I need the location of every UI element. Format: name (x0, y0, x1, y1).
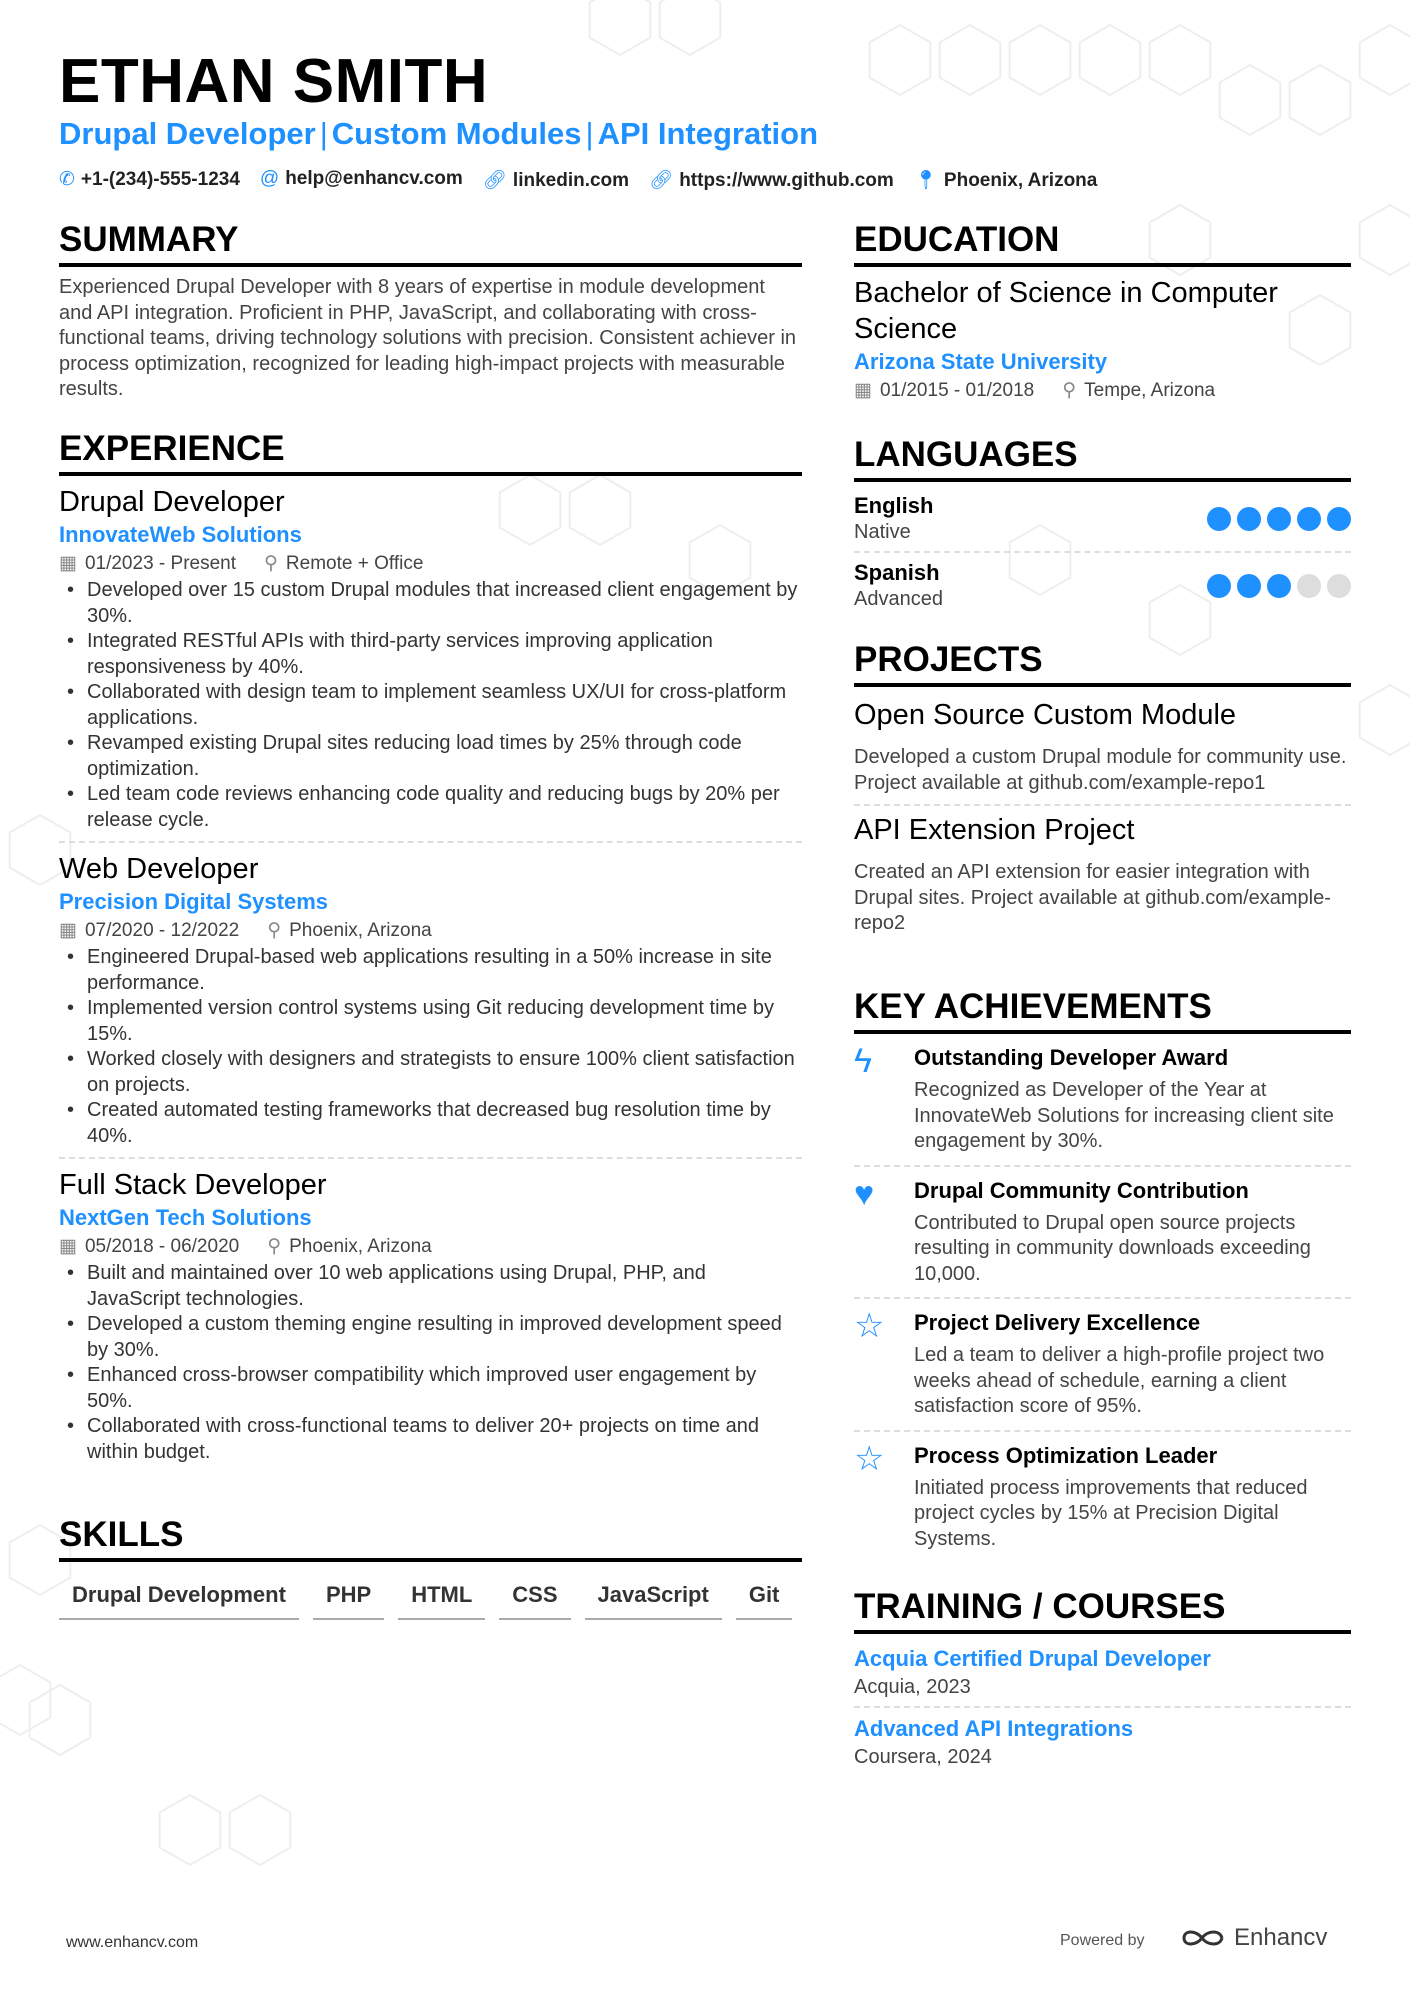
rating-dot (1207, 507, 1231, 531)
location-icon: ⚲ (1062, 380, 1077, 401)
job-meta (59, 917, 802, 945)
separator: | (319, 116, 328, 151)
hexagon-shape (30, 1685, 91, 1755)
language-rating (1207, 507, 1351, 531)
hexagon-shape (1010, 25, 1071, 95)
achievement-description: Contributed to Drupal open source projects resulting in community downloads exceeding 10,000. (914, 1211, 1311, 1285)
subtitle-part: Custom Modules (331, 116, 582, 151)
job-entry (59, 484, 802, 843)
hexagon-shape (1290, 65, 1351, 135)
bullet: • Created automated testing frameworks that decreased bug resolution time by 40%. (59, 1098, 802, 1149)
job-meta (59, 550, 802, 578)
star-icon: ☆ (854, 1307, 885, 1345)
project-description: Developed a custom Drupal module for community use. Project available at github.com/example-repo1 (854, 746, 1347, 794)
contact-text: help@enhancv.com (285, 168, 463, 189)
hexagon-shape (1080, 25, 1141, 95)
hexagon-shape (940, 25, 1001, 95)
calendar-icon: ▦ (59, 1236, 77, 1257)
job-meta (59, 1233, 802, 1261)
hexagon-shape (160, 1795, 221, 1865)
location: Phoenix, Arizona (289, 920, 432, 941)
school: Arizona State University (854, 349, 1108, 374)
company: InnovateWeb Solutions (59, 522, 302, 547)
phone-icon: ✆ (59, 169, 75, 190)
section-title: EXPERIENCE (59, 428, 802, 476)
bullet: • Integrated RESTful APIs with third-party services improving application responsiveness by 40%. (59, 629, 802, 680)
section-title: SUMMARY (59, 219, 802, 267)
skill-tag: Git (736, 1576, 793, 1620)
contact-text: Phoenix, Arizona (943, 170, 1098, 191)
star-icon: ☆ (854, 1439, 885, 1478)
contact-item[interactable] (483, 168, 629, 192)
bullet: • Engineered Drupal-based web applications resulting in a 50% increase in site performance. (59, 945, 802, 996)
course-title: Advanced API Integrations (854, 1716, 1134, 1741)
section-title: PROJECTS (854, 639, 1351, 687)
lightning-icon: ϟ (854, 1042, 872, 1080)
location: Remote + Office (285, 553, 424, 574)
bullet: • Developed a custom theming engine resulting in improved development speed by 30%. (59, 1312, 802, 1363)
company: NextGen Tech Solutions (59, 1205, 312, 1230)
bullet: • Led team code reviews enhancing code quality and reducing bugs by 20% per release cycle. (59, 782, 802, 833)
bullet: • Developed over 15 custom Drupal modules that increased client engagement by 30%. (59, 578, 802, 629)
company: Precision Digital Systems (59, 889, 328, 914)
skill-tag: JavaScript (585, 1576, 722, 1620)
contact-text: +1-(234)-555-1234 (80, 169, 240, 190)
achievement-title: Outstanding Developer Award (914, 1045, 1229, 1070)
language-level: Native (854, 521, 911, 543)
rating-dot (1297, 507, 1321, 531)
bullet-list (59, 945, 802, 1149)
brand-name: Enhancv (1234, 1924, 1328, 1951)
skill-tag: Drupal Development (59, 1576, 299, 1620)
skill-tag: PHP (313, 1576, 384, 1620)
separator: | (585, 116, 594, 151)
bullet: • Worked closely with designers and strategists to ensure 100% client satisfaction on projects. (59, 1047, 802, 1098)
language-item (854, 553, 1351, 618)
at-icon: @ (259, 168, 280, 189)
hexagon-shape (1150, 25, 1211, 95)
job-entry (59, 851, 802, 1159)
hexagon-shape (870, 25, 931, 95)
language-name: English (854, 493, 934, 518)
location: Phoenix, Arizona (289, 1236, 432, 1257)
rating-dot (1267, 574, 1291, 598)
contact-text: https://www.github.com (679, 170, 894, 191)
powered-by: Powered by (1060, 1932, 1145, 1949)
language-rating (1207, 574, 1351, 598)
location-icon: ⚲ (264, 553, 278, 574)
achievement-title: Process Optimization Leader (914, 1442, 1218, 1468)
job-title: Full Stack Developer (59, 1169, 327, 1201)
job-entry (59, 1167, 802, 1473)
achievement-item (854, 1432, 1351, 1563)
experience-section (59, 428, 802, 1481)
achievement-description: Recognized as Developer of the Year at InnovateWeb Solutions for increasing client site engagement by 30%. (914, 1079, 1334, 1152)
project-description: Created an API extension for easier integration with Drupal sites. Project available at github.com/example-repo2 (854, 861, 1331, 934)
contact-item[interactable] (649, 168, 894, 192)
section-title: TRAINING / COURSES (854, 1586, 1351, 1634)
education-section (854, 219, 1351, 405)
language-item (854, 486, 1351, 553)
enhancv-logo-icon (1180, 1926, 1226, 1950)
degree: Bachelor of Science in Computer Science (854, 277, 1278, 345)
hexagon-shape (0, 1665, 50, 1735)
bullet: • Collaborated with design team to implement seamless UX/UI for cross-platform applications. (59, 680, 802, 731)
candidate-name: ETHAN SMITH (59, 47, 489, 116)
project-item (854, 806, 1351, 945)
bullet: • Enhanced cross-browser compatibility which improved user engagement by 50%. (59, 1363, 802, 1414)
achievement-description: Led a team to deliver a high-profile project two weeks ahead of schedule, earning a client satisfaction score of 95%. (914, 1344, 1325, 1417)
location-icon: ⚲ (267, 920, 282, 941)
dates: 05/2018 - 06/2020 (84, 1236, 240, 1257)
section-title: KEY ACHIEVEMENTS (854, 986, 1351, 1034)
section-title: LANGUAGES (854, 434, 1351, 482)
summary-section (59, 219, 802, 403)
language-level: Advanced (854, 588, 943, 610)
rating-dot (1297, 574, 1321, 598)
enhancv-logo (1180, 1924, 1327, 1952)
bullet: • Collaborated with cross-functional teams to deliver 20+ projects on time and within budget. (59, 1414, 802, 1465)
achievement-title: Drupal Community Contribution (914, 1177, 1249, 1203)
job-title: Web Developer (59, 853, 259, 885)
projects-section (854, 639, 1351, 945)
hexagon-shape (1360, 25, 1410, 95)
job-title: Drupal Developer (59, 486, 285, 518)
location-icon: 📍︎ (913, 170, 938, 191)
achievement-item (854, 1167, 1351, 1300)
skill-tag: HTML (398, 1576, 485, 1620)
project-title: API Extension Project (854, 814, 1135, 846)
achievement-title: Project Delivery Excellence (914, 1310, 1201, 1335)
rating-dot (1237, 574, 1261, 598)
skill-tag: CSS (499, 1576, 570, 1620)
section-title: SKILLS (59, 1514, 802, 1562)
project-item (854, 691, 1351, 806)
calendar-icon: ▦ (854, 380, 872, 401)
contact-item[interactable] (914, 168, 1098, 192)
summary-text: Experienced Drupal Developer with 8 years of expertise in module development and API integration. Proficient in PHP, JavaScript, and collaborating with cross-functional teams, driving technology solutions with precision. Consistent achiever in process optimization, recognized for leading high-impact projects with measurable results. (59, 276, 797, 400)
hexagon-shape (1220, 65, 1281, 135)
footer-url[interactable]: www.enhancv.com (66, 1934, 199, 1951)
course-provider: Acquia, 2023 (854, 1676, 971, 1698)
subtitle-part: API Integration (597, 116, 819, 151)
course-item (854, 1638, 1351, 1708)
rating-dot (1327, 507, 1351, 531)
dates: 01/2015 - 01/2018 (879, 380, 1035, 401)
education-meta (854, 377, 1351, 405)
language-name: Spanish (854, 560, 940, 585)
section-title: EDUCATION (854, 219, 1351, 267)
training-section (854, 1586, 1351, 1776)
contact-bar (59, 168, 1097, 192)
location: Tempe, Arizona (1084, 380, 1216, 401)
location-icon: ⚲ (267, 1236, 282, 1257)
bullet: • Revamped existing Drupal sites reducing load times by 25% through code optimization. (59, 731, 802, 782)
hexagon-shape (230, 1795, 291, 1865)
bullet: • Built and maintained over 10 web applications using Drupal, PHP, and JavaScript technologies. (59, 1261, 802, 1312)
bullet-list (59, 578, 802, 833)
project-title: Open Source Custom Module (854, 699, 1237, 731)
heart-icon: ♥ (854, 1174, 875, 1213)
subtitle-part: Drupal Developer (59, 116, 316, 151)
achievement-item (854, 1299, 1351, 1432)
rating-dot (1267, 507, 1291, 531)
dates: 07/2020 - 12/2022 (84, 920, 240, 941)
hexagon-shape (1360, 685, 1410, 755)
achievement-description: Initiated process improvements that reduced project cycles by 15% at Precision Digital Systems. (914, 1476, 1308, 1550)
contact-item[interactable] (260, 168, 463, 192)
link-icon: 🔗︎ (482, 170, 507, 191)
dates: 01/2023 - Present (84, 553, 236, 574)
course-title: Acquia Certified Drupal Developer (854, 1646, 1211, 1671)
contact-item[interactable] (59, 168, 240, 192)
achievement-item (854, 1034, 1351, 1167)
job-subtitle (59, 116, 818, 152)
bullet: • Implemented version control systems using Git reducing development time by 15%. (59, 996, 802, 1047)
course-item (854, 1708, 1351, 1776)
bullet-list (59, 1261, 802, 1465)
hexagon-shape (590, 0, 651, 55)
achievements-section (854, 986, 1351, 1562)
calendar-icon: ▦ (59, 920, 77, 941)
course-provider: Coursera, 2024 (854, 1746, 992, 1768)
contact-text: linkedin.com (512, 170, 630, 191)
skills-section (59, 1514, 802, 1620)
hexagon-shape (1360, 205, 1410, 275)
hexagon-shape (660, 0, 721, 55)
link-icon: 🔗︎ (649, 170, 674, 191)
languages-section (854, 434, 1351, 618)
rating-dot (1327, 574, 1351, 598)
calendar-icon: ▦ (59, 553, 77, 574)
rating-dot (1237, 507, 1261, 531)
rating-dot (1207, 574, 1231, 598)
